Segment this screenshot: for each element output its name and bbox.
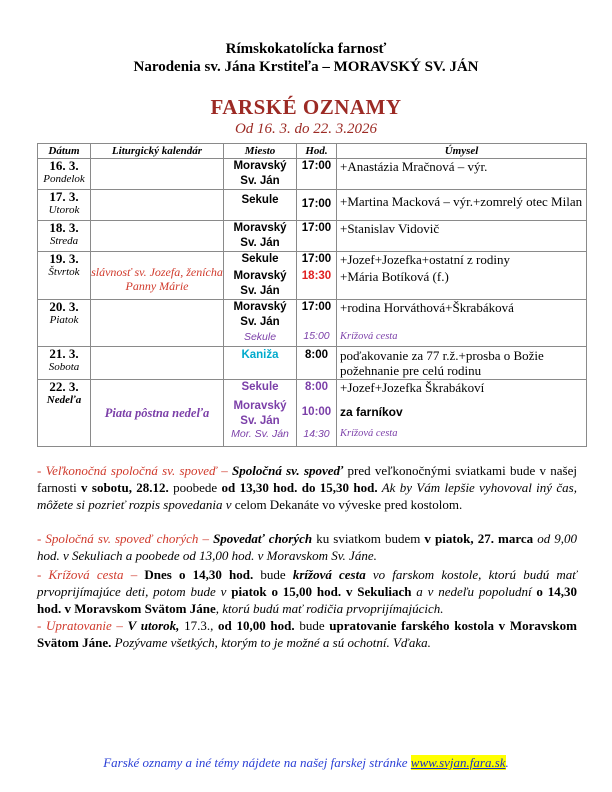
time-cell bbox=[297, 300, 337, 347]
place: Sekule bbox=[241, 381, 279, 393]
time: 17:00 bbox=[301, 160, 332, 172]
place-cell bbox=[224, 190, 297, 221]
announcement-confession: - Veľkonočná spoločná sv. spoveď – Spoločná sv. spoveď pred veľkonočnými sviatkami bude v našej farnosti v sobotu, 28.12. poobede od 13,30 hod. do 15,30 hod. Ak by Vám lepšie vyhovoval iný čas, môžete si pozrieť rozpis spovedania v celom Dekanáte vo výveske pred kostolom. bbox=[37, 463, 577, 512]
date: 19. 3. bbox=[49, 251, 79, 266]
table-row bbox=[38, 159, 587, 190]
intention: Krížová cesta bbox=[340, 428, 398, 439]
liturgical-cell bbox=[91, 347, 224, 380]
intention: +rodina Horváthová+Škrabáková bbox=[340, 300, 514, 315]
place: Moravský Sv. Ján bbox=[233, 222, 287, 249]
place-cell bbox=[224, 221, 297, 252]
place: Moravský Sv. Ján bbox=[233, 270, 287, 297]
time-cell bbox=[297, 221, 337, 252]
intention: +Anastázia Mračnová – výr. bbox=[340, 159, 488, 174]
intention: +Mária Botíková (f.) bbox=[340, 269, 449, 284]
weekday: Pondelok bbox=[43, 173, 85, 185]
date-cell bbox=[38, 159, 91, 190]
intention-cell bbox=[337, 347, 587, 380]
time-cell bbox=[297, 159, 337, 190]
intention: +Martina Macková – výr.+zomrelý otec Milan bbox=[340, 194, 583, 209]
table-row bbox=[38, 380, 587, 447]
parish-full-name: Narodenia sv. Jána Krstiteľa – MORAVSKÝ SV. JÁN bbox=[133, 59, 479, 75]
weekday: Piatok bbox=[49, 314, 79, 326]
place: Moravský Sv. Ján bbox=[233, 400, 287, 427]
note-heading: - Upratovanie – bbox=[37, 618, 128, 633]
col-header-liturgical: Liturgický kalendár bbox=[91, 144, 224, 159]
intention-cell bbox=[337, 221, 587, 252]
time: 17:00 bbox=[301, 198, 332, 210]
time: 18:30 bbox=[301, 270, 332, 282]
date: 17. 3. bbox=[49, 189, 79, 204]
weekday: Sobota bbox=[48, 361, 80, 373]
time: 8:00 bbox=[304, 349, 329, 361]
table-row bbox=[38, 252, 587, 300]
date: 20. 3. bbox=[49, 299, 79, 314]
time: 8:00 bbox=[304, 381, 329, 393]
parish-website-link[interactable]: www.svjan.fara.sk bbox=[410, 755, 506, 770]
place: Moravský Sv. Ján bbox=[233, 160, 287, 187]
liturgical-cell bbox=[91, 190, 224, 221]
time: 17:00 bbox=[301, 253, 332, 265]
col-header-intention: Úmysel bbox=[337, 144, 587, 159]
place-cell bbox=[224, 380, 297, 447]
liturgical-cell bbox=[91, 252, 224, 300]
time-cell bbox=[297, 380, 337, 447]
time-cell bbox=[297, 347, 337, 380]
footer-text: Farské oznamy a iné témy nájdete na našej farskej stránke bbox=[103, 755, 411, 770]
intention-cell bbox=[337, 190, 587, 221]
sunday-name: Piata pôstna nedeľa bbox=[104, 406, 210, 420]
place: Kaniža bbox=[241, 349, 279, 361]
intention: +Jozef+Jozefka+ostatní z rodiny bbox=[340, 252, 510, 267]
liturgical-cell bbox=[91, 221, 224, 252]
date: 18. 3. bbox=[49, 220, 79, 235]
weekday: Streda bbox=[49, 235, 79, 247]
time: 14:30 bbox=[303, 428, 330, 440]
date-range: Od 16. 3. do 22. 3.2026 bbox=[234, 121, 378, 137]
note-heading: - Spoločná sv. spoveď chorých – bbox=[37, 531, 214, 546]
page-title: FARSKÉ OZNAMY bbox=[210, 95, 402, 119]
time: 10:00 bbox=[301, 406, 332, 418]
place-cell bbox=[224, 300, 297, 347]
announcement-cleaning: - Upratovanie – V utorok, 17.3., od 10,00 hod. bude upratovanie farského kostola v Moravskom Svätom Jáne. Pozývame všetkých, ktorým to je možné a sú ochotní. Vďaka. bbox=[37, 618, 577, 650]
col-header-time: Hod. bbox=[297, 144, 337, 159]
time: 17:00 bbox=[301, 222, 332, 234]
date-cell bbox=[38, 380, 91, 447]
time: 15:00 bbox=[303, 330, 330, 342]
place: Mor. Sv. Ján bbox=[231, 428, 289, 440]
date: 21. 3. bbox=[49, 346, 79, 361]
place-cell bbox=[224, 252, 297, 300]
schedule-table bbox=[37, 143, 587, 447]
date: 16. 3. bbox=[49, 158, 79, 173]
table-row bbox=[38, 300, 587, 347]
intention: Krížová cesta bbox=[340, 331, 398, 342]
date-cell bbox=[38, 300, 91, 347]
time-cell bbox=[297, 190, 337, 221]
intention-cell bbox=[337, 159, 587, 190]
liturgical-cell bbox=[91, 159, 224, 190]
table-header-row bbox=[38, 144, 587, 159]
intention: +Jozef+Jozefka Škrabákoví bbox=[340, 380, 485, 395]
place: Sekule bbox=[243, 331, 277, 343]
note-heading: - Veľkonočná spoločná sv. spoveď – bbox=[37, 463, 232, 478]
col-header-date: Dátum bbox=[38, 144, 91, 159]
liturgical-cell bbox=[91, 300, 224, 347]
date-cell bbox=[38, 190, 91, 221]
parish-name: Rímskokatolícka farnosť bbox=[225, 41, 387, 57]
intention: poďakovanie za 77 r.ž.+prosba o Božie požehnanie pre celú rodinu bbox=[340, 348, 544, 378]
place: Moravský Sv. Ján bbox=[233, 301, 287, 328]
liturgical-cell bbox=[91, 380, 224, 447]
time: 17:00 bbox=[301, 301, 332, 313]
feast-name: slávnosť sv. Jozefa, ženícha Panny Márie bbox=[91, 264, 223, 293]
time-cell bbox=[297, 252, 337, 300]
date-cell bbox=[38, 221, 91, 252]
weekday: Štvrtok bbox=[48, 266, 80, 278]
weekday: Utorok bbox=[48, 204, 80, 216]
intention: +Stanislav Vidovič bbox=[340, 221, 440, 236]
table-row bbox=[38, 190, 587, 221]
intention-cell bbox=[337, 380, 587, 447]
date-cell bbox=[38, 252, 91, 300]
intention-cell bbox=[337, 252, 587, 300]
intention: za farníkov bbox=[340, 405, 403, 419]
col-header-place: Miesto bbox=[224, 144, 297, 159]
weekday: Nedeľa bbox=[46, 394, 82, 406]
note-heading: - Krížová cesta – bbox=[37, 567, 145, 582]
place-cell bbox=[224, 159, 297, 190]
date: 22. 3. bbox=[49, 379, 79, 394]
footer: Farské oznamy a iné témy nájdete na našej farskej stránke www.svjan.fara.sk. bbox=[103, 755, 509, 770]
announcement-sick-confession: - Spoločná sv. spoveď chorých – Spovedať chorých ku sviatkom budem v piatok, 27. marca od 9,00 hod. v Sekuliach a poobede od 13,00 hod. v Moravskom Sv. Jáne. bbox=[37, 531, 578, 563]
intention-cell bbox=[337, 300, 587, 347]
table-row bbox=[38, 347, 587, 380]
announcement-stations-of-cross: - Krížová cesta – Dnes o 14,30 hod. bude krížová cesta vo farskom kostole, ktorú budú mať prvoprijímajúce deti, potom bude v piatok o 15,00 hod. v Sekuliach a v nedeľu popoludní o 14,30 hod. v Moravskom Svätom Jáne, ktorú budú mať rodičia prvoprijímajúcich. bbox=[37, 567, 578, 616]
place-cell bbox=[224, 347, 297, 380]
place: Sekule bbox=[241, 253, 279, 265]
date-cell bbox=[38, 347, 91, 380]
table-row bbox=[38, 221, 587, 252]
place: Sekule bbox=[241, 194, 279, 206]
